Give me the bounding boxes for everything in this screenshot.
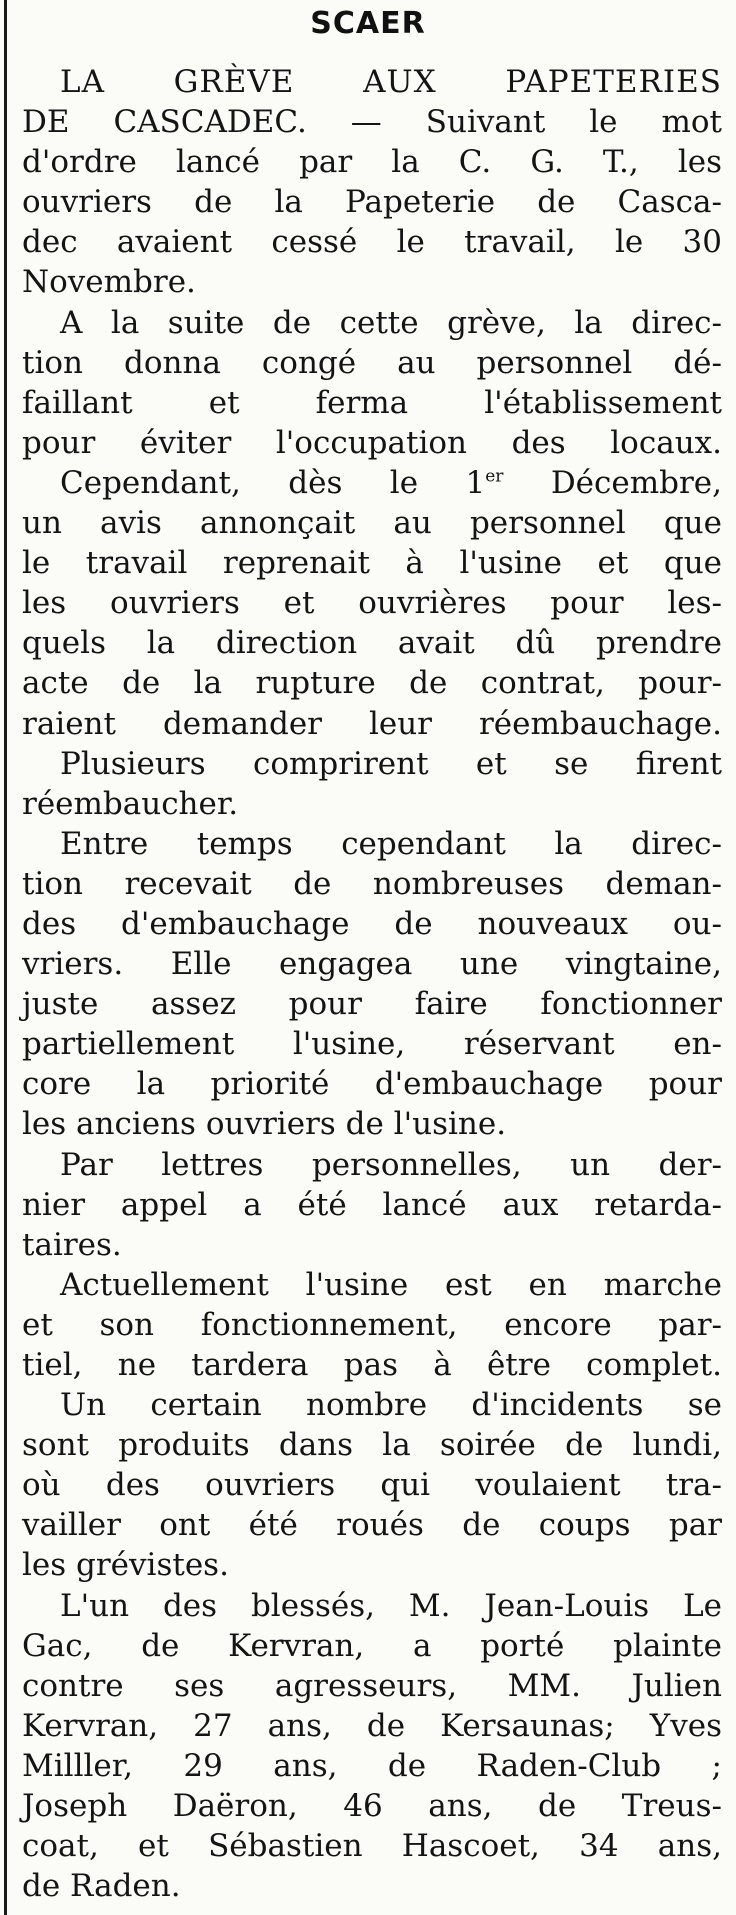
article-line: coat, et Sébastien Hascoet, 34 ans, [22,1828,722,1865]
article-line: sont produits dans la soirée de lundi, [22,1427,722,1464]
article-line: vriers. Elle engagea une vingtaine, [22,946,722,983]
article-line: tion recevait de nombreuses deman- [22,865,722,902]
article-line [22,463,722,503]
article-line: dec avaient cessé le travail, le 30 [22,224,722,261]
article-line: quels la direction avait dû prendre [22,625,722,662]
article-line: DE CASCADEC. — Suivant le mot [22,104,722,141]
article-line: le travail reprenait à l'usine et que [22,545,722,582]
article-line: acte de la rupture de contrat, pour- [22,665,722,702]
article-line: où des ouvriers qui voulaient tra- [22,1467,722,1504]
article-line: Gac, de Kervran, a porté plainte [22,1627,722,1664]
article-line: nier appel a été lancé aux retarda- [22,1186,722,1223]
article-line: Milller, 29 ans, de Raden-Club ; [22,1747,722,1784]
column-rule [4,0,7,1915]
article-line: raient demander leur réembauchage. [22,705,722,742]
ordinal-superscript: er [485,466,504,487]
article-line: pour éviter l'occupation des locaux. [22,424,722,461]
article-line: tion donna congé au personnel dé- [22,344,722,381]
article-line: Entre temps cependant la direc- [60,825,722,862]
article-line: taires. [22,1226,122,1263]
article-line: partiellement l'usine, réservant en- [22,1026,722,1063]
article-text: Décembre, [503,464,722,501]
article-line: les ouvriers et ouvrières pour les- [22,585,722,622]
article-line: LA GRÈVE AUX PAPETERIES [60,64,722,100]
article-line: Un certain nombre d'incidents se [60,1387,722,1424]
article-line: réembaucher. [22,785,239,822]
article-line: Actuellement l'usine est en marche [60,1266,722,1303]
article-line: les anciens ouvriers de l'usine. [22,1106,507,1143]
article-line: un avis annonçait au personnel que [22,505,722,542]
article-line: et son fonctionnement, encore par- [22,1306,722,1343]
article-line: juste assez pour faire fonctionner [22,986,722,1023]
article-line: tiel, ne tardera pas à être complet. [22,1347,722,1383]
article-line: core la priorité d'embauchage pour [22,1066,722,1103]
article-body [22,62,722,1906]
article-line: Joseph Daëron, 46 ans, de Treus- [22,1788,722,1825]
article-line: les grévistes. [22,1547,229,1584]
article-line: A la suite de cette grève, la direc- [60,304,722,341]
article-line: contre ses agresseurs, MM. Julien [22,1667,722,1704]
article-line: Plusieurs comprirent et se firent [60,745,722,782]
article-line: de Raden. [22,1868,181,1905]
article-line: d'ordre lancé par la C. G. T., les [22,144,722,181]
article-line: L'un des blessés, M. Jean-Louis Le [60,1587,722,1624]
article-line: ouvriers de la Papeterie de Casca- [22,184,722,221]
article-line: Novembre. [22,264,196,301]
article-line: Kervran, 27 ans, de Kersaunas; Yves [22,1707,722,1744]
article-line: des d'embauchage de nouveaux ou- [22,905,722,942]
article-line: vailler ont été roués de coups par [22,1507,722,1544]
article-line: faillant et ferma l'établissement [22,384,722,421]
article-line: Par lettres personnelles, un der- [60,1146,722,1183]
article-headline: SCAER [310,6,426,41]
article-text: Cependant, dès le 1 [60,464,486,501]
